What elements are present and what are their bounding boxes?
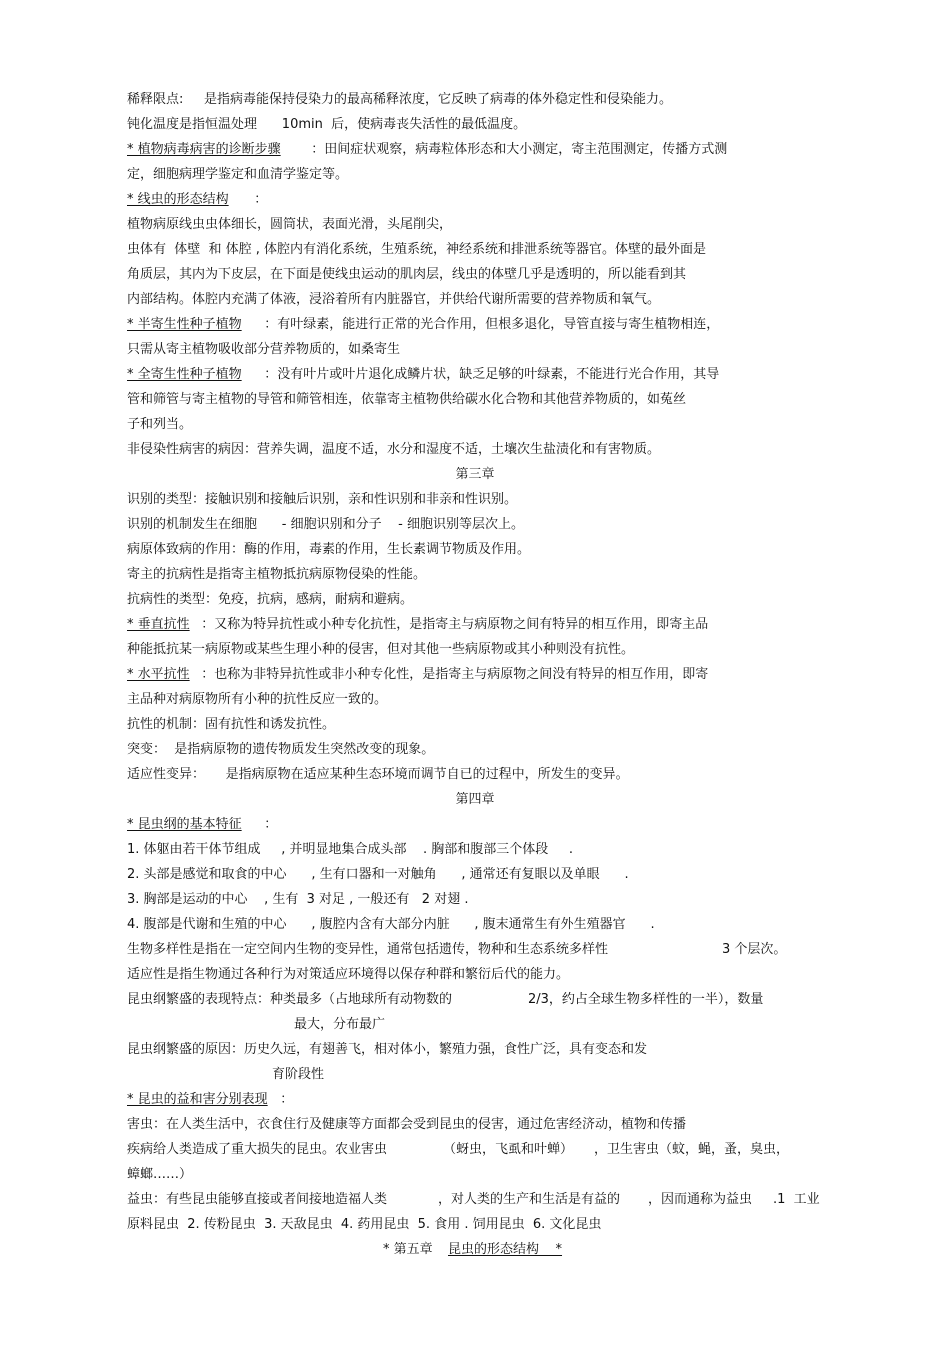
text-line: 原料昆虫 2. 传粉昆虫 3. 天敌昆虫 4. 药用昆虫 5. 食用 . 饲用昆虫 6. 文化昆虫 bbox=[127, 1217, 602, 1232]
text-line: 疾病给人类造成了重大损失的昆虫。农业害虫 bbox=[127, 1142, 388, 1157]
text-line: ：田间症状观察，病毒粒体形态和大小测定，寄主范围测定，传播方式测 bbox=[303, 142, 728, 157]
text-line: ，因而通称为益虫 bbox=[648, 1192, 753, 1207]
text-line: ：也称为非特异抗性或非小种专化性，是指寄主与病原物之间没有特异的相互作用，即寄 bbox=[193, 667, 709, 682]
term-heading: * 半寄生性种子植物 bbox=[127, 317, 242, 332]
text-line: 子和列当。 bbox=[127, 417, 193, 432]
chapter-title: * 第五章 bbox=[383, 1242, 450, 1257]
text-line: ：没有叶片或叶片退化成鳞片状，缺乏足够的叶绿素，不能进行光合作用，其导 bbox=[256, 367, 720, 382]
text-line: 虫体有 体壁 和 体腔 , 体腔内有消化系统，生殖系统，神经系统和排泄系统等器官。体壁的最外面是 bbox=[127, 242, 707, 257]
text-line: 昆虫纲繁盛的表现特点：种类最多（占地球所有动物数的 bbox=[127, 992, 453, 1007]
list-item: 3. 胸部是运动的中心 , 生有 3 对足 , 一般还有 2 对翅 . bbox=[127, 892, 469, 907]
text-line: ： bbox=[256, 817, 278, 832]
text-line: 只需从寄主植物吸收部分营养物质的，如桑寄生 bbox=[127, 342, 401, 357]
text-line: 2/3，约占全球生物多样性的一半），数量 bbox=[528, 992, 764, 1007]
text-line: 3 个层次。 bbox=[722, 942, 787, 957]
term-heading: * 全寄生性种子植物 bbox=[127, 367, 242, 382]
list-item: 4. 腹部是代谢和生殖的中心 , 腹腔内含有大部分内脏 , 腹末通常生有外生殖器官 . bbox=[127, 917, 655, 932]
text-line: 内部结构。体腔内充满了体液，浸浴着所有内脏器官，并供给代谢所需要的营养物质和氧气。 bbox=[127, 292, 661, 307]
text-line: 育阶段性 bbox=[272, 1067, 325, 1082]
chapter-title: 第四章 bbox=[455, 792, 495, 807]
text-line: 生物多样性是指在一定空间内生物的变异性，通常包括遗传，物种和生态系统多样性 bbox=[127, 942, 609, 957]
text-line: 非侵染性病害的病因：营养失调，温度不适，水分和湿度不适，土壤次生盐渍化和有害物质。 bbox=[127, 442, 661, 457]
text-line: 抗病性的类型：免疫，抗病，感病，耐病和避病。 bbox=[127, 592, 414, 607]
text-line: 植物病原线虫虫体细长，圆筒状，表面光滑，头尾削尖， bbox=[127, 217, 453, 232]
text-line: .1 工业 bbox=[773, 1192, 820, 1207]
text-line: 种能抵抗某一病原物或某些生理小种的侵害，但对其他一些病原物或其小种则没有抗性。 bbox=[127, 642, 635, 657]
text-line: 定，细胞病理学鉴定和血清学鉴定等。 bbox=[127, 167, 349, 182]
text-line: 识别的类型：接触识别和接触后识别，亲和性识别和非亲和性识别。 bbox=[127, 492, 518, 507]
chapter-title: 昆虫的形态结构 * bbox=[448, 1242, 563, 1257]
text-line: 钝化温度是指恒温处理 10min 后，使病毒丧失活性的最低温度。 bbox=[127, 117, 527, 132]
text-line: ，对人类的生产和生活是有益的 bbox=[438, 1192, 621, 1207]
text-line: 突变： 是指病原物的遗传物质发生突然改变的现象。 bbox=[127, 742, 435, 757]
list-item: 1. 体躯由若干体节组成 , 并明显地集合成头部 . 胸部和腹部三个体段 . bbox=[127, 842, 574, 857]
term-heading: * 昆虫的益和害分别表现 bbox=[127, 1092, 268, 1107]
text-line: ：又称为特异抗性或小种专化抗性，是指寄主与病原物之间有特异的相互作用，即寄主品 bbox=[193, 617, 709, 632]
text-line: 害虫：在人类生活中，衣食住行及健康等方面都会受到昆虫的侵害，通过危害经济动，植物和传播 bbox=[127, 1117, 687, 1132]
text-line: ：有叶绿素，能进行正常的光合作用，但根多退化，导管直接与寄生植物相连， bbox=[256, 317, 720, 332]
text-line: ： bbox=[272, 1092, 294, 1107]
text-line: 稀释限点: 是指病毒能保持侵染力的最高稀释浓度，它反映了病毒的体外稳定性和侵染能力。 bbox=[127, 92, 673, 107]
text-line: 寄主的抗病性是指寄主植物抵抗病原物侵染的性能。 bbox=[127, 567, 427, 582]
text-line: 识别的机制发生在细胞 - 细胞识别和分子 - 细胞识别等层次上。 bbox=[127, 517, 524, 532]
text-line: 昆虫纲繁盛的原因：历史久远，有翅善飞，相对体小，繁殖力强，食性广泛，具有变态和发 bbox=[127, 1042, 648, 1057]
text-line: 管和筛管与寄主植物的导管和筛管相连，依靠寄主植物供给碳水化合物和其他营养物质的，如菟丝 bbox=[127, 392, 687, 407]
term-heading: * 垂直抗性 bbox=[127, 617, 190, 632]
term-heading: * 植物病毒病害的诊断步骤 bbox=[127, 142, 281, 157]
text-line: 病原体致病的作用：酶的作用，毒素的作用，生长素调节物质及作用。 bbox=[127, 542, 531, 557]
text-line: 蟑螂……） bbox=[127, 1167, 193, 1182]
text-line: ，卫生害虫（蚊，蝇，蚤，臭虫， bbox=[594, 1142, 790, 1157]
text-line: 主品种对病原物所有小种的抗性反应一致的。 bbox=[127, 692, 388, 707]
text-line: 适应性变异： 是指病原物在适应某种生态环境而调节自已的过程中，所发生的变异。 bbox=[127, 767, 629, 782]
text-line: 益虫：有些昆虫能够直接或者间接地造福人类 bbox=[127, 1192, 388, 1207]
text-line: ： bbox=[246, 192, 268, 207]
text-line: 最大，分布最广 bbox=[294, 1017, 386, 1032]
text-line: （蚜虫，飞虱和叶蝉） bbox=[443, 1142, 574, 1157]
text-line: 适应性是指生物通过各种行为对策适应环境得以保存种群和繁衍后代的能力。 bbox=[127, 967, 570, 982]
chapter-title: 第三章 bbox=[455, 467, 495, 482]
list-item: 2. 头部是感觉和取食的中心 , 生有口器和一对触角 , 通常还有复眼以及单眼 . bbox=[127, 867, 629, 882]
term-heading: * 线虫的形态结构 bbox=[127, 192, 229, 207]
text-line: 抗性的机制：固有抗性和诱发抗性。 bbox=[127, 717, 336, 732]
term-heading: * 水平抗性 bbox=[127, 667, 190, 682]
text-line: 角质层，其内为下皮层，在下面是使线虫运动的肌肉层，线虫的体壁几乎是透明的，所以能看到其 bbox=[127, 267, 687, 282]
term-heading: * 昆虫纲的基本特征 bbox=[127, 817, 242, 832]
